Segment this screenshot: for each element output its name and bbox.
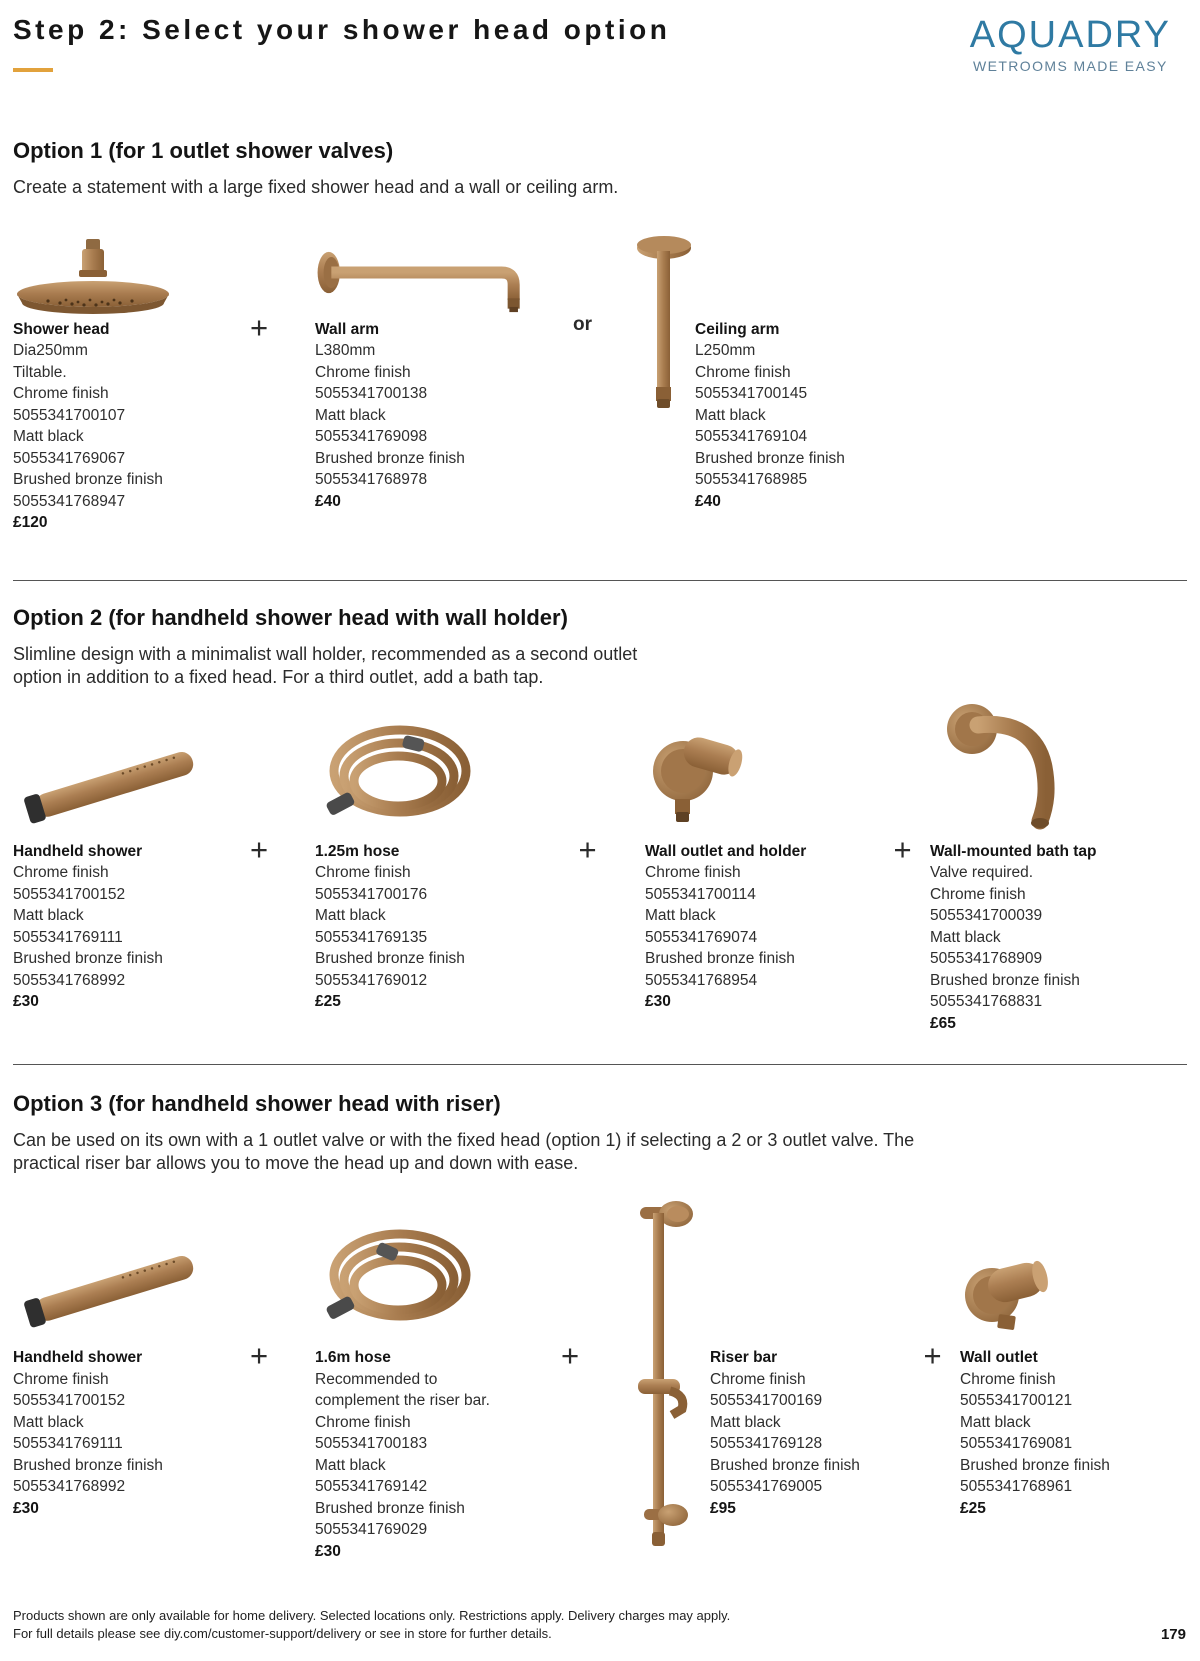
product-detail-line: Recommended to complement the riser bar. bbox=[315, 1370, 490, 1410]
option-2-heading: Option 2 (for handheld shower head with wall holder) bbox=[13, 604, 568, 630]
page-footer bbox=[13, 1607, 1187, 1643]
product-detail-line: Chrome finish bbox=[930, 885, 1026, 903]
product-detail-line: Matt black bbox=[645, 907, 716, 925]
page-title: Step 2: Select your shower head option bbox=[13, 14, 671, 45]
product-detail-line: Chrome finish bbox=[315, 864, 411, 882]
product-detail-line: 5055341700152 bbox=[13, 1392, 126, 1410]
product-detail-line: 5055341768992 bbox=[13, 1478, 126, 1496]
product-detail-line: 5055341768961 bbox=[960, 1478, 1073, 1496]
product-detail-line: Chrome finish bbox=[315, 363, 411, 381]
product-price: £30 bbox=[13, 993, 39, 1011]
brand-tagline: WETROOMS MADE EASY bbox=[972, 57, 1168, 74]
product-detail-line: Matt black bbox=[315, 1456, 386, 1474]
product-detail-line: 5055341769128 bbox=[710, 1435, 823, 1453]
product-detail-line: 5055341769067 bbox=[13, 449, 126, 467]
product-detail-line: Chrome finish bbox=[13, 385, 109, 403]
product-card-wall-arm bbox=[315, 235, 530, 513]
product-detail-line: Matt black bbox=[13, 428, 84, 446]
page-number: 179 bbox=[1160, 1626, 1186, 1643]
product-detail-line: Brushed bronze finish bbox=[960, 1456, 1110, 1474]
product-detail-line: 5055341769005 bbox=[710, 1478, 823, 1496]
product-detail-line: Brushed bronze finish bbox=[930, 971, 1080, 989]
section-divider bbox=[13, 1064, 1187, 1065]
product-detail-line: 5055341700183 bbox=[315, 1435, 428, 1453]
fixed-shower-head-image bbox=[13, 235, 203, 319]
handheld-shower-image bbox=[13, 1187, 203, 1347]
product-details bbox=[930, 862, 1125, 1013]
product-details bbox=[695, 340, 890, 491]
product-detail-line: Chrome finish bbox=[13, 864, 109, 882]
product-detail-line: Brushed bronze finish bbox=[13, 950, 163, 968]
product-details bbox=[710, 1369, 905, 1498]
product-detail-line: 5055341769074 bbox=[645, 928, 758, 946]
plus-sign: + bbox=[249, 831, 269, 867]
product-card-shower-head bbox=[13, 235, 203, 534]
product-detail-line: Chrome finish bbox=[710, 1370, 806, 1388]
product-price: £25 bbox=[315, 993, 341, 1011]
product-detail-line: L380mm bbox=[315, 342, 376, 360]
product-title: Wall outlet and holder bbox=[645, 842, 807, 860]
plus-sign: + bbox=[923, 1338, 942, 1374]
brand-name: AQUADRY bbox=[969, 14, 1171, 56]
product-detail-line: 5055341768992 bbox=[13, 971, 126, 989]
product-detail-line: 5055341700176 bbox=[315, 885, 428, 903]
product-price: £30 bbox=[13, 1499, 39, 1517]
product-detail-line: 5055341769135 bbox=[315, 928, 428, 946]
product-detail-line: 5055341768954 bbox=[645, 971, 758, 989]
product-detail-line: Brushed bronze finish bbox=[695, 449, 845, 467]
product-card-handheld-shower bbox=[13, 703, 203, 1013]
product-detail-line: 5055341700169 bbox=[710, 1392, 823, 1410]
product-detail-line: Brushed bronze finish bbox=[710, 1456, 860, 1474]
product-detail-line: 5055341700145 bbox=[695, 385, 808, 403]
product-detail-line: 5055341769111 bbox=[13, 928, 123, 946]
brand-logo bbox=[970, 16, 1187, 74]
product-title: Ceiling arm bbox=[695, 320, 780, 338]
plus-separator bbox=[203, 703, 315, 865]
product-price: £95 bbox=[710, 1499, 736, 1517]
product-title: Wall-mounted bath tap bbox=[930, 842, 1097, 860]
plus-sign: + bbox=[560, 1338, 580, 1374]
option-2-products-row bbox=[13, 703, 1187, 1035]
product-title: Shower head bbox=[13, 320, 110, 338]
product-detail-line: 5055341769142 bbox=[315, 1478, 428, 1496]
product-detail-line: Brushed bronze finish bbox=[645, 950, 795, 968]
product-title: 1.6m hose bbox=[315, 1349, 391, 1367]
product-price: £25 bbox=[960, 1499, 986, 1517]
product-detail-line: 5055341768909 bbox=[930, 950, 1043, 968]
hose-image bbox=[315, 703, 530, 841]
product-detail-line: Valve required. bbox=[930, 864, 1034, 882]
product-detail-line: Matt black bbox=[960, 1413, 1031, 1431]
product-title: Handheld shower bbox=[13, 1349, 143, 1367]
product-price: £30 bbox=[315, 1542, 341, 1560]
product-detail-line: L250mm bbox=[695, 342, 756, 360]
title-block bbox=[13, 14, 670, 72]
product-detail-line: Matt black bbox=[695, 406, 766, 424]
product-card-riser-bar bbox=[610, 1187, 905, 1552]
product-detail-line: Matt black bbox=[315, 907, 386, 925]
plus-sign: + bbox=[249, 309, 269, 345]
footer-note bbox=[13, 1607, 730, 1643]
product-detail-line: Brushed bronze finish bbox=[13, 1456, 163, 1474]
product-card-hose-160 bbox=[315, 1187, 530, 1562]
product-detail-line: 5055341768947 bbox=[13, 492, 126, 510]
option-1-section bbox=[13, 138, 1187, 534]
footer-line-2: For full details please see diy.com/customer-support/delivery or see in store for further details. bbox=[13, 1626, 552, 1641]
option-3-products-row bbox=[13, 1187, 1187, 1562]
option-3-description: Can be used on its own with a 1 outlet valve or with the fixed head (option 1) if selecting a 2 or 3 outlet valve. The practical riser bar allows you to move the head up and down with ease. bbox=[13, 1130, 915, 1174]
product-detail-line: Chrome finish bbox=[960, 1370, 1056, 1388]
product-details bbox=[13, 1369, 208, 1498]
product-details bbox=[315, 1369, 510, 1541]
product-price: £120 bbox=[13, 514, 48, 532]
product-detail-line: 5055341700138 bbox=[315, 385, 428, 403]
product-detail-line: 5055341700107 bbox=[13, 406, 126, 424]
title-accent-dash bbox=[13, 68, 53, 72]
or-separator bbox=[530, 235, 635, 337]
product-detail-line: Brushed bronze finish bbox=[315, 449, 465, 467]
plus-separator bbox=[875, 703, 930, 865]
product-detail-line: Matt black bbox=[315, 406, 386, 424]
product-detail-line: 5055341769081 bbox=[960, 1435, 1073, 1453]
product-detail-line: 5055341768978 bbox=[315, 471, 428, 489]
product-detail-line: Matt black bbox=[13, 1413, 84, 1431]
wall-outlet-image bbox=[960, 1187, 1175, 1347]
product-detail-line: 5055341700152 bbox=[13, 885, 126, 903]
product-detail-line: 5055341768985 bbox=[695, 471, 808, 489]
option-2-description: Slimline design with a minimalist wall holder, recommended as a second outlet option in addition to a fixed head. For a third outlet, add a bath tap. bbox=[13, 643, 638, 687]
product-detail-line: Chrome finish bbox=[13, 1370, 109, 1388]
product-card-ceiling-arm bbox=[635, 235, 890, 513]
product-title: Handheld shower bbox=[13, 842, 143, 860]
page-header bbox=[13, 14, 1187, 74]
product-detail-line: 5055341769104 bbox=[695, 428, 808, 446]
product-details bbox=[315, 862, 510, 991]
product-detail-line: Chrome finish bbox=[695, 363, 791, 381]
product-detail-line: Brushed bronze finish bbox=[13, 471, 163, 489]
option-1-heading: Option 1 (for 1 outlet shower valves) bbox=[13, 137, 394, 163]
product-detail-line: 5055341700114 bbox=[645, 885, 756, 903]
product-detail-line: Chrome finish bbox=[645, 864, 741, 882]
ceiling-arm-image bbox=[635, 235, 695, 513]
product-detail-line: Dia250mm bbox=[13, 342, 88, 360]
product-details bbox=[13, 340, 208, 512]
product-title: Wall outlet bbox=[960, 1349, 1038, 1367]
footer-line-1: Products shown are only available for home delivery. Selected locations only. Restrictions apply. Delivery charges may apply. bbox=[13, 1608, 731, 1623]
product-detail-line: 5055341768831 bbox=[930, 993, 1043, 1011]
product-detail-line: 5055341769111 bbox=[13, 1435, 123, 1453]
option-3-section bbox=[13, 1091, 1187, 1562]
product-card-wall-outlet-holder bbox=[645, 703, 875, 1013]
hose-image bbox=[315, 1187, 530, 1347]
product-details bbox=[315, 340, 510, 491]
product-detail-line: Tiltable. bbox=[13, 363, 67, 381]
plus-separator bbox=[203, 235, 315, 343]
plus-separator bbox=[905, 1187, 960, 1374]
product-price: £30 bbox=[645, 993, 671, 1011]
product-price: £65 bbox=[930, 1014, 956, 1032]
plus-sign: + bbox=[249, 1338, 269, 1374]
product-card-bath-tap bbox=[930, 703, 1145, 1035]
plus-separator bbox=[530, 703, 645, 865]
product-card-wall-outlet bbox=[960, 1187, 1175, 1519]
handheld-shower-image bbox=[13, 703, 203, 841]
product-price: £40 bbox=[315, 492, 341, 510]
plus-separator bbox=[203, 1187, 315, 1374]
product-title: Riser bar bbox=[710, 1349, 778, 1367]
product-detail-line: Brushed bronze finish bbox=[315, 1499, 465, 1517]
product-detail-line: Matt black bbox=[13, 907, 84, 925]
product-price: £40 bbox=[695, 492, 721, 510]
or-label: or bbox=[573, 313, 592, 335]
option-1-description: Create a statement with a large fixed shower head and a wall or ceiling arm. bbox=[13, 176, 619, 197]
bath-tap-image bbox=[930, 703, 1145, 841]
riser-bar-image bbox=[610, 1187, 710, 1552]
product-card-hose-125 bbox=[315, 703, 530, 1013]
option-1-products-row bbox=[13, 235, 1187, 534]
product-detail-line: Brushed bronze finish bbox=[315, 950, 465, 968]
option-2-section bbox=[13, 605, 1187, 1035]
product-detail-line: 5055341769012 bbox=[315, 971, 428, 989]
product-card-handheld-shower bbox=[13, 1187, 203, 1519]
product-detail-line: 5055341769029 bbox=[315, 1521, 428, 1539]
product-detail-line: 5055341700039 bbox=[930, 907, 1043, 925]
product-title: 1.25m hose bbox=[315, 842, 400, 860]
product-detail-line: Matt black bbox=[930, 928, 1001, 946]
product-details bbox=[645, 862, 840, 991]
section-divider bbox=[13, 580, 1187, 581]
wall-arm-image bbox=[315, 235, 530, 319]
product-detail-line: 5055341769098 bbox=[315, 428, 428, 446]
wall-outlet-holder-image bbox=[645, 703, 875, 841]
product-details bbox=[13, 862, 208, 991]
product-details bbox=[960, 1369, 1155, 1498]
option-3-heading: Option 3 (for handheld shower head with riser) bbox=[13, 1091, 501, 1117]
product-detail-line: Chrome finish bbox=[315, 1413, 411, 1431]
plus-sign: + bbox=[578, 831, 597, 867]
product-detail-line: Matt black bbox=[710, 1413, 781, 1431]
plus-sign: + bbox=[893, 831, 912, 867]
plus-separator bbox=[530, 1187, 610, 1374]
product-title: Wall arm bbox=[315, 320, 380, 338]
product-detail-line: 5055341700121 bbox=[960, 1392, 1073, 1410]
